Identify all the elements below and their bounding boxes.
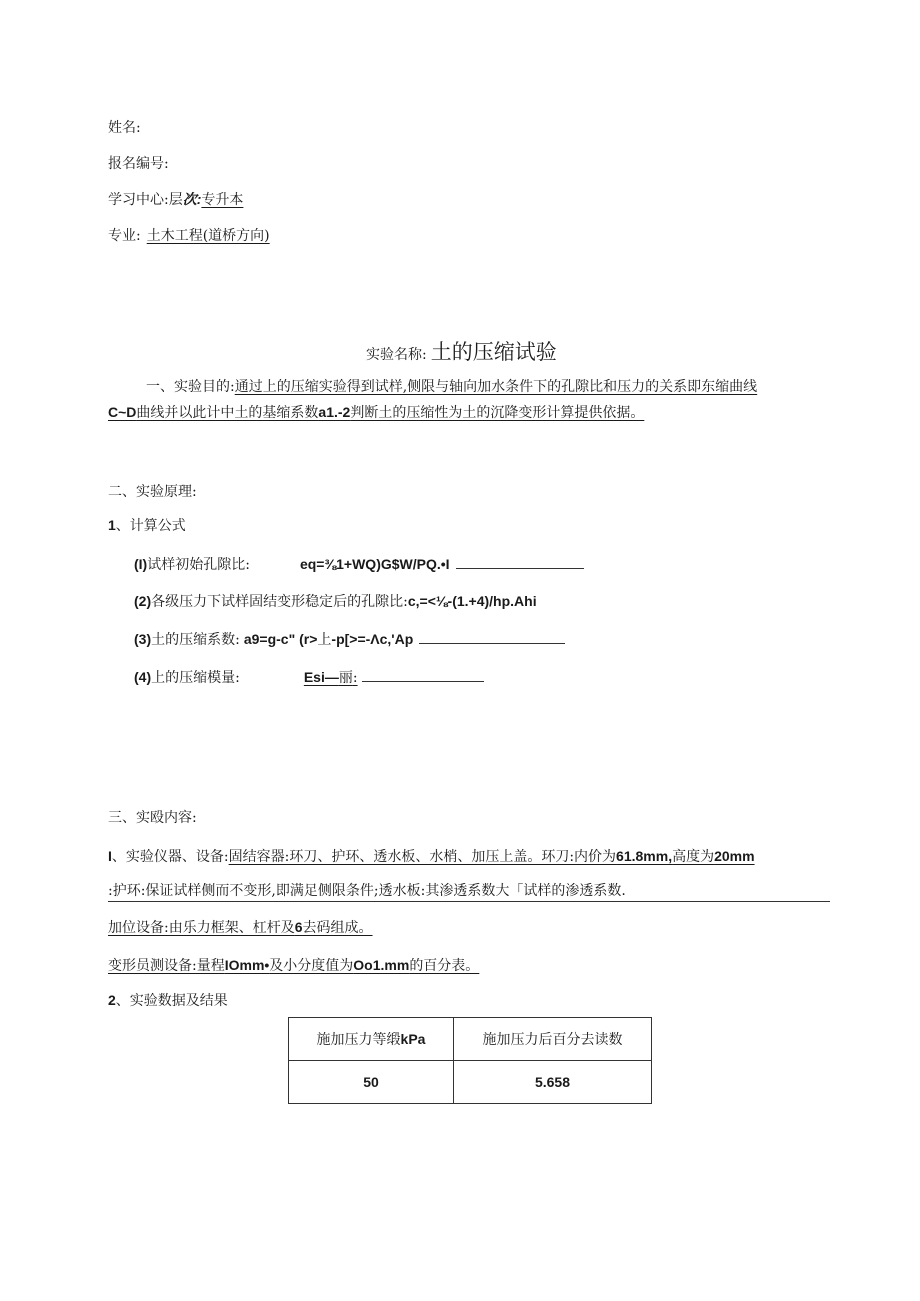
formula-heading: 1、计算公式 [108, 517, 186, 534]
level-value: 专升本 [201, 192, 244, 208]
registration-label: 报名编号: [108, 156, 169, 172]
study-center-label: 学习中心:层 [108, 192, 183, 208]
divider-line [108, 901, 830, 902]
purpose-line-2: C~D曲线并以此计中土的基缩系数a1.-2判断土的压缩性为土的沉降变形计算提供依据。 [108, 404, 645, 421]
principle-heading: 二、实验原理: [108, 484, 197, 500]
title-main: 土的压缩试验 [430, 340, 557, 364]
formula-compression-modulus: (4)上的压缩模量: Esi—丽: [134, 667, 484, 687]
header-reading: 施加压力后百分去读数 [454, 1018, 652, 1061]
formula-compression-coefficient: (3)土的压缩系数: a9=g-c" (r>上-p[>=-Λc,'Ap [134, 629, 565, 649]
major-line [108, 225, 270, 245]
major-value: 土木工程(道桥方向) [146, 228, 270, 244]
name-label: 姓名: [108, 120, 141, 136]
purpose-text-1: 通过上的压缩实验得到试样,侧限与轴向加水条件下的孔隙比和压力的关系即东缩曲线 [234, 379, 758, 395]
content-heading: 三、实殴内容: [108, 810, 197, 826]
formula-initial-void-ratio: (I)试样初始孔隙比: eq=⅜1+WQ)G$W/PQ.•I [134, 554, 584, 574]
experiment-title [366, 336, 557, 366]
results-table [288, 1017, 652, 1104]
cell-reading: 5.658 [454, 1061, 652, 1104]
purpose-line-1 [146, 376, 757, 396]
cell-pressure: 50 [289, 1061, 454, 1104]
table-row [289, 1061, 652, 1104]
formula-void-ratio-per-load: (2)各级压力下试样固结变形稳定后的孔隙比:c,=<⅛-(1.+4)/hp.Ahi [134, 593, 537, 610]
loading-equipment: 加位设备:由乐力框架、杠杆及6去码组成。 [108, 919, 373, 936]
data-results-heading: 2、实验数据及结果 [108, 992, 228, 1009]
instruments-line-2: :护环:保证试样侧而不变形,即满足侧限条件;透水板:其渗透系数大「试样的渗透系数. [108, 883, 626, 899]
title-prefix: 实验名称: [366, 347, 427, 363]
header-pressure: 施加压力等缎kPa [289, 1018, 454, 1061]
level-label: 次: [182, 191, 202, 207]
instruments-line-1: I、实验仪器、设备:固结容器:环刀、护环、透水板、水梢、加压上盖。环刀:内价为61.8mm,高度为20mm [108, 848, 755, 865]
study-center-line [108, 189, 243, 209]
major-label: 专业: [108, 228, 141, 244]
deformation-equipment: 变形员测设备:量程IOmm•及小分度值为Oo1.mm的百分表。 [108, 957, 480, 974]
table-header-row [289, 1018, 652, 1061]
purpose-label: 一、实验目的: [146, 379, 235, 395]
